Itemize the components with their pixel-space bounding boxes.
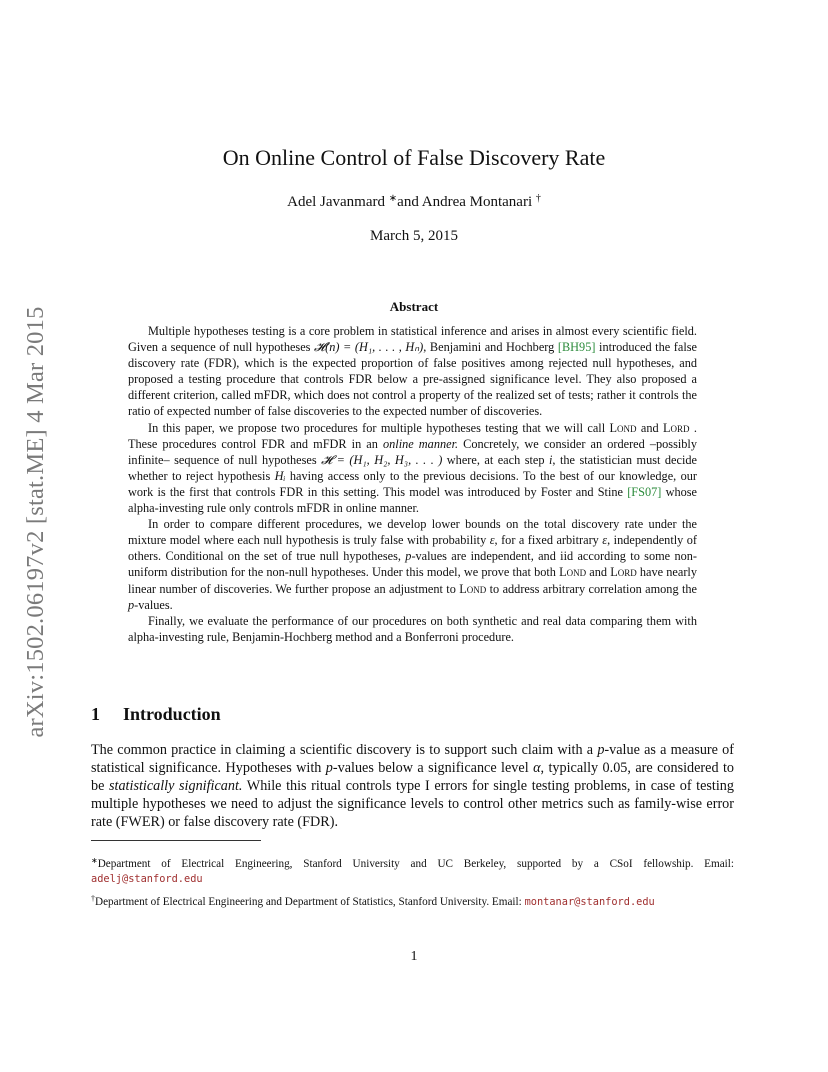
- math: p: [325, 760, 333, 776]
- arxiv-identifier: arXiv:1502.06197v2 [stat.ME] 4 Mar 2015: [22, 306, 49, 738]
- email-link[interactable]: montanar@stanford.edu: [524, 896, 655, 908]
- author-line: [0, 193, 828, 211]
- footnote-mark: ∗: [91, 856, 98, 865]
- footnote-rule: [91, 840, 261, 841]
- paper-date: March 5, 2015: [370, 228, 458, 244]
- method-name: Lond: [609, 420, 637, 435]
- author-name: Adel Javanmard: [287, 194, 386, 210]
- citation-link[interactable]: [BH95]: [557, 340, 596, 355]
- math: p: [405, 549, 412, 564]
- paper-title: On Online Control of False Discovery Rate: [222, 145, 606, 170]
- math: p: [128, 597, 135, 612]
- math: Hᵢ: [274, 468, 286, 483]
- method-name: Lond: [559, 565, 587, 580]
- method-name: Lord: [610, 565, 637, 580]
- math: i: [549, 452, 553, 467]
- footnote-mark: ∗: [388, 193, 398, 204]
- abstract-heading: Abstract: [389, 299, 439, 314]
- method-name: Lond: [459, 581, 487, 596]
- abstract-paragraph: In this paper, we propose two procedures for multiple hypotheses testing that we will call Lond and Lord . These procedures control FDR and mFDR in an online manner. Concretely, we consider an ordered –possibly infinite– sequence of null hypotheses 𝓗 = (H₁, H₂, H₃, . . . ) where, at each step i, the statistician must decide whether to reject hypothesis Hᵢ having access only to the previous decisions. To the best of our knowledge, our work is the first that controls FDR in this setting. This model was introduced by Foster and Stine [FS07] whose alpha-investing rule only controls mFDR in online manner.: [128, 420, 698, 516]
- abstract-paragraph: In order to compare different procedures, we develop lower bounds on the total discovery rate under the mixture model where each null hypothesis is truly false with probability ε, for a fixed arbitrary ε, independently of others. Conditional on the set of true null hypotheses, p-values are independent, and iid according to some non-uniform distribution for the non-null hypotheses. Under this model, we prove that both Lond and Lord have nearly linear number of discoveries. We further propose an adjustment to Lond to address arbitrary correlation among the p-values.: [128, 517, 698, 612]
- abstract-body: [128, 323, 697, 645]
- section-title: Introduction: [123, 704, 221, 724]
- footnote-mark: †: [91, 894, 95, 903]
- method-name: Lord: [663, 420, 690, 435]
- section-heading: [91, 704, 221, 725]
- math: ε: [602, 533, 608, 548]
- citation-link[interactable]: [FS07]: [627, 484, 662, 499]
- page-number: 1: [410, 949, 418, 964]
- math: 𝓗 = (H₁, H₂, H₃, . . . ): [321, 452, 443, 467]
- emphasis: statistically significant.: [109, 778, 243, 794]
- abstract-paragraph: Multiple hypotheses testing is a core problem in statistical inference and arises in almost every scientific field. Given a sequence of null hypotheses 𝓗(n) = (H₁, . . . , Hₙ), Benjamini and Hochberg [BH95] introduced the false discovery rate (FDR), which is the expected proportion of false positives among rejected null hypotheses, and proposed a testing procedure that controls FDR below a pre-assigned significance level. They also proposed a different criterion, called mFDR, which does not control a property of the realized set of tests; rather it controls the ratio of expected number of false discoveries to the expected number of discoveries.: [128, 324, 697, 419]
- math: 𝓗(n) = (H₁, . . . , Hₙ): [314, 340, 424, 355]
- math: α: [533, 760, 541, 776]
- math: p: [597, 742, 605, 758]
- footnote-mark: †: [535, 193, 541, 204]
- section-number: 1: [91, 704, 100, 724]
- footnote: †Department of Electrical Engineering and Department of Statistics, Stanford University. Email: montanar@stanford.edu: [91, 894, 655, 908]
- email-link[interactable]: adelj@stanford.edu: [91, 873, 203, 885]
- abstract-paragraph: Finally, we evaluate the performance of our procedures on both synthetic and real data comparing them with alpha-investing rule, Benjamin-Hochberg method and a Bonferroni procedure.: [128, 613, 697, 644]
- footnote: ∗Department of Electrical Engineering, Stanford University and UC Berkeley, supported by a CSoI fellowship. Email: adelj@stanford.edu: [91, 856, 734, 885]
- author-name: and Andrea Montanari: [397, 194, 533, 210]
- math: ε: [489, 533, 495, 548]
- intro-paragraph: The common practice in claiming a scientific discovery is to support such claim with a p-value as a measure of statistical significance. Hypotheses with p-values below a significance level α, typically 0.05, are considered to be statistically significant. While this ritual controls type I errors for single testing problems, in case of testing multiple hypotheses we need to adjust the significance levels to control other metrics such as family-wise error rate (FWER) or false discovery rate (FDR).: [91, 742, 735, 830]
